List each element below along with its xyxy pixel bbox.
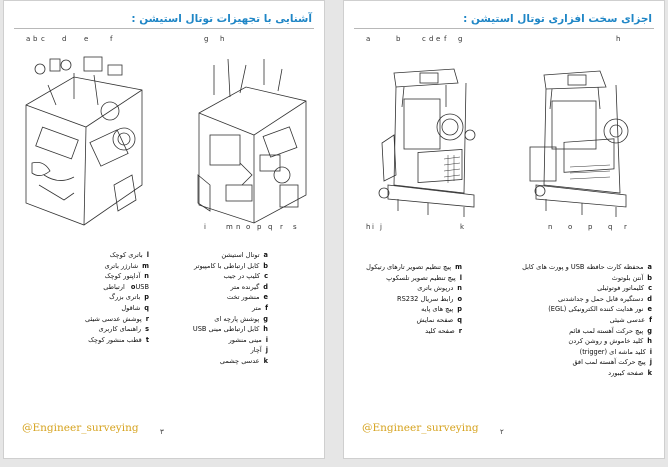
callout-e: e <box>84 35 89 43</box>
callout-b: b <box>33 35 38 43</box>
page-number: ۳ <box>160 428 164 436</box>
callout-n: n <box>236 223 241 231</box>
equipment-kit-figure <box>14 35 314 233</box>
figure-bottom-labels <box>14 223 314 233</box>
legend-item: gپوشش پارچه ای <box>214 314 268 323</box>
legend-item: tقطب منشور کوچک <box>88 335 149 344</box>
legend-item: cکلیماتور فوتوئیلی <box>597 284 652 293</box>
legend-item: jپیچ حرکت آهسته لمب افق <box>572 358 652 367</box>
total-station-figure <box>354 35 654 233</box>
legend-item: bکابل ارتباطی با کامپیوتر <box>194 261 268 270</box>
callout-r: r <box>624 223 627 231</box>
callout-p: p <box>588 223 593 231</box>
legend-item: qصفحه نمایش <box>416 315 462 324</box>
title-divider <box>354 28 654 29</box>
legend-item: pباتری بزرگ <box>109 293 149 302</box>
legend-item: lپیچ تنظیم تصویر تلسکوپ <box>386 273 462 282</box>
legend-item: hکلید خاموش و روشن کردن <box>568 337 652 346</box>
legend-item: jآچار <box>250 346 268 355</box>
legend-item: fمتر <box>251 303 268 312</box>
callout-i: i <box>204 223 206 231</box>
legend-item: cکلیپ در جیب <box>223 272 268 281</box>
legend-item: pپیچ های پایه <box>421 305 462 314</box>
callout-q: q <box>608 223 613 231</box>
legend-item: rصفحه کلید <box>425 326 462 335</box>
figure-top-labels <box>14 35 314 45</box>
watermark: @Engineer_surveying <box>22 422 139 434</box>
legend-item: eنور هدایت کننده الکترونیکی (EGL) <box>548 305 652 314</box>
legend-item: oUSB ارتباطی <box>103 282 149 291</box>
callout-h: h <box>616 35 621 43</box>
legend-column-left <box>85 250 149 345</box>
legend-column-right <box>193 250 268 367</box>
legend-item: bآنتن بلوتوث <box>611 273 652 282</box>
callout-h-bottom: h <box>366 223 371 231</box>
callout-h: h <box>220 35 225 43</box>
callout-c: c <box>41 35 45 43</box>
callout-d: d <box>62 35 67 43</box>
callout-a: a <box>366 35 371 43</box>
legend-column-right <box>522 262 652 379</box>
callout-o: o <box>568 223 573 231</box>
figure-top-labels <box>354 35 654 45</box>
legend-item: fعدسی شیئی <box>609 315 652 324</box>
callout-q: q <box>268 223 273 231</box>
callout-i: i <box>372 223 374 231</box>
callout-f: f <box>444 35 447 43</box>
legend-item: iکلید ماشه ای (trigger) <box>579 347 652 356</box>
callout-b: b <box>396 35 401 43</box>
legend-item: iمینی منشور <box>228 335 268 344</box>
callout-j: j <box>380 223 382 231</box>
callout-r: r <box>280 223 283 231</box>
callout-e: e <box>436 35 441 43</box>
callout-n: n <box>548 223 553 231</box>
callout-d: d <box>429 35 434 43</box>
page-title: آشنایی با تجهیزات توتال استیشن : <box>131 13 312 25</box>
equipment-kit-drawing <box>14 35 314 233</box>
legend-item: aمحفظه کارت حافظه USB و پورت های کابل <box>522 263 652 271</box>
legend-item: gپیچ حرکت آهسته لمب قائم <box>569 326 652 335</box>
legend-item: sراهنمای کاربری <box>98 325 149 334</box>
right-page <box>343 0 665 459</box>
callout-g: g <box>458 35 463 43</box>
legend-item: aتوتال استیشن <box>221 251 268 259</box>
callout-f: f <box>110 35 113 43</box>
callout-c: c <box>422 35 426 43</box>
legend-item: nآداپتور کوچک <box>104 272 149 281</box>
legend-item: mشارژر باتری <box>104 261 149 270</box>
watermark: @Engineer_surveying <box>362 422 479 434</box>
callout-o: o <box>246 223 251 231</box>
callout-p: p <box>257 223 262 231</box>
legend-item: kعدسی چشمی <box>219 356 268 365</box>
page-title: اجزای سخت افزاری توتال استیشن : <box>463 13 652 25</box>
title-divider <box>14 28 314 29</box>
legend-item: rپوشش عدسی شیئی <box>84 314 149 323</box>
callout-k: k <box>460 223 465 231</box>
left-page <box>3 0 325 459</box>
legend-item: qشاقول <box>121 303 149 312</box>
legend-item: oرابط سریال RS232 <box>397 294 462 303</box>
legend-item: hکابل ارتباطی مینی USB <box>192 325 268 334</box>
legend-item: mپیچ تنظیم تصویر تارهای رتیکول <box>366 263 462 271</box>
callout-a: a <box>26 35 31 43</box>
legend-item: eمنشور تخت <box>226 293 268 302</box>
callout-g: g <box>204 35 209 43</box>
legend-item: dگیرنده متر <box>230 282 268 291</box>
legend-column-left <box>366 262 462 336</box>
legend-item: kصفحه کیبورد <box>608 368 652 377</box>
legend-item: lباتری کوچک <box>109 251 149 259</box>
callout-m: m <box>226 223 233 231</box>
page-number: ۲ <box>500 428 504 436</box>
legend-item: nدرپوش باتری <box>417 284 462 293</box>
callout-s: s <box>293 223 297 231</box>
figure-bottom-labels <box>354 223 654 233</box>
total-station-drawing <box>354 35 654 233</box>
legend-item: dدستگیره قابل حمل و جداشدنی <box>557 294 652 303</box>
